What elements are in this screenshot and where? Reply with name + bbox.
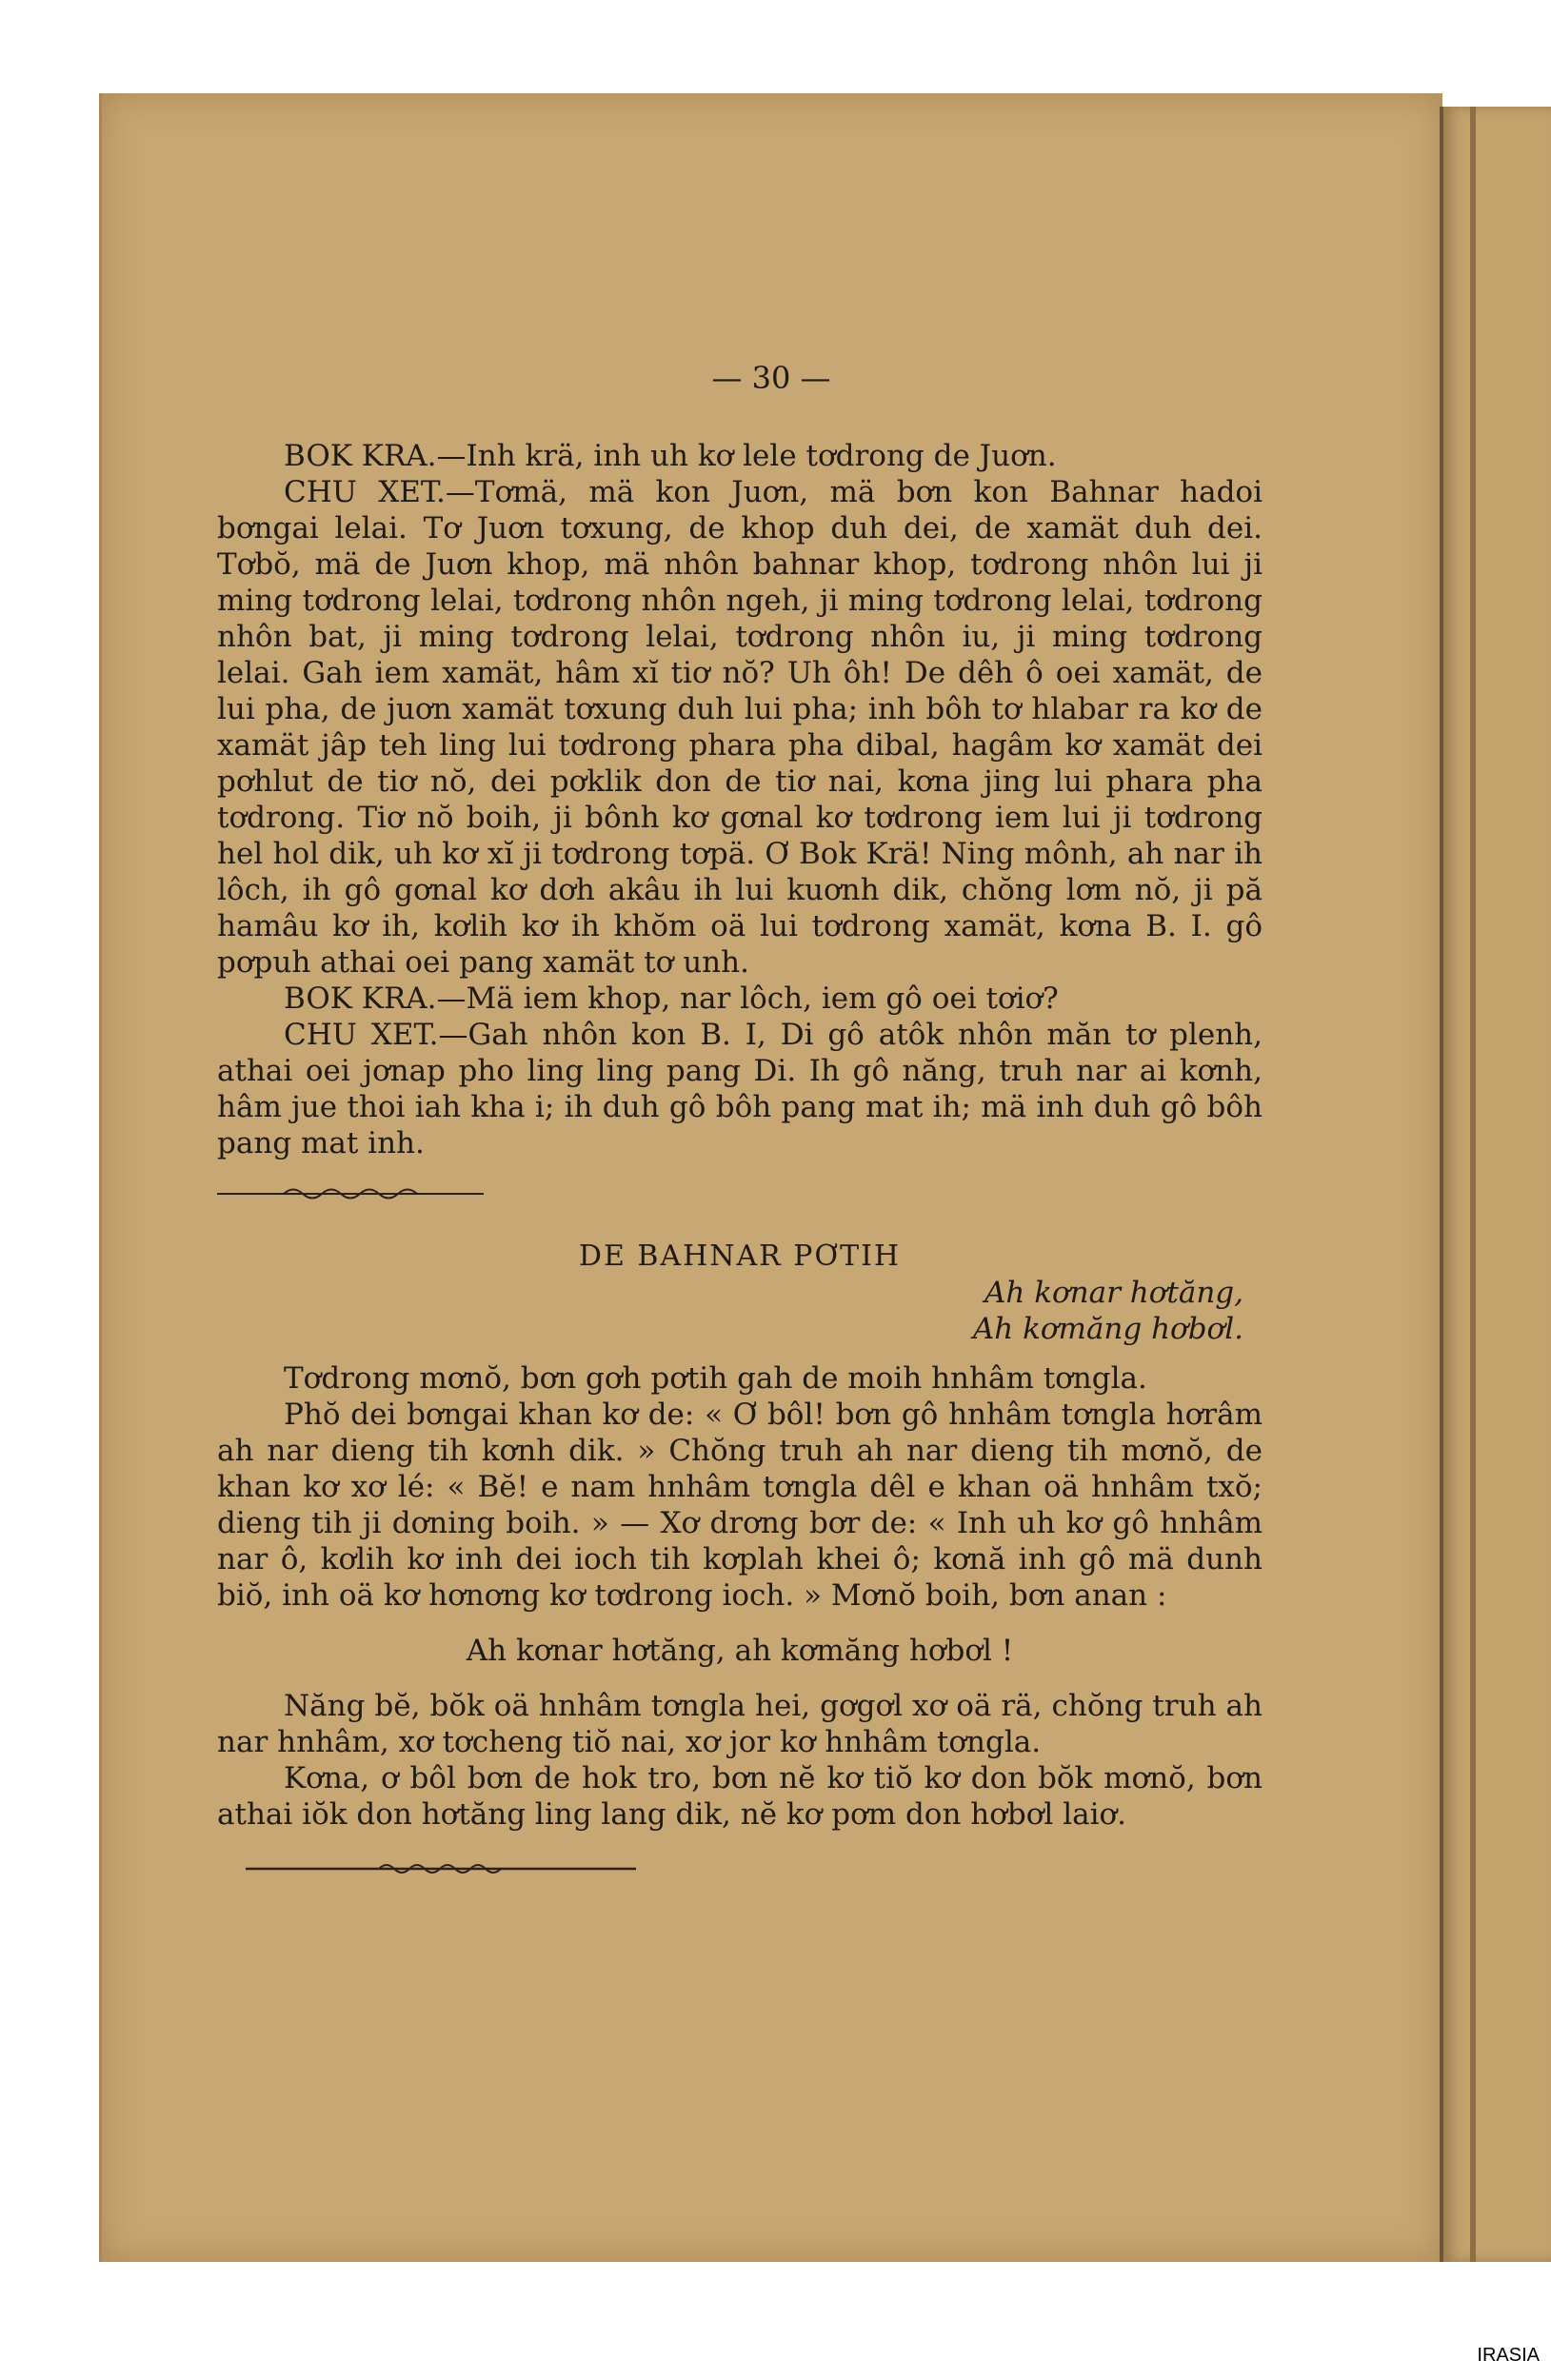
epigraph-line: Ah kơmăng hơbơl. [972, 1312, 1243, 1346]
story-paragraph: Kơna, ơ bôl bơn de hok tro, bơn nĕ kơ tiŏ kơ don bŏk mơnŏ, bơn athai iŏk don hơtăng ling lang dik, nĕ kơ pơm don hơbơl laiơ. [217, 1761, 1263, 1832]
speaker: BOK KRA. [284, 439, 437, 473]
page-fold [1470, 107, 1476, 2262]
epigraph-line: Ah kơnar hơtăng, [984, 1276, 1243, 1310]
page-content [217, 358, 1263, 1885]
story-paragraph: Tơdrong mơnŏ, bơn gơh pơtih gah de moih hnhâm tơngla. [284, 1361, 1147, 1396]
dialogue-line [217, 1017, 1263, 1161]
watermark: IRASIA [1477, 2345, 1540, 2366]
story-paragraph: Năng bĕ, bŏk oä hnhâm tơngla hei, gơgơl xơ oä rä, chŏng truh ah nar hnhâm, xơ tơcheng tiŏ nai, xơ jor kơ hnhâm tơngla. [217, 1689, 1263, 1759]
dialogue-text: —Mä iem khop, nar lôch, iem gô oei tơiơ? [436, 982, 1059, 1016]
ornament-footer [246, 1861, 636, 1876]
adjacent-page-edge [1440, 107, 1551, 2262]
speaker: CHU XET. [284, 1018, 439, 1052]
dialogue-line [217, 981, 1263, 1017]
dialogue-text: —Gah nhôn kon B. I, Di gô atôk nhôn măn tơ plenh, athai oei jơnap pho ling ling pang Di. Ih gô năng, truh nar ai kơnh, hâm jue thoi iah kha i; ih duh gô bôh pang mat ih; mä inh duh gô bôh pang mat inh. [217, 1018, 1263, 1160]
dialogue-text: —Tơmä, mä kon Juơn, mä bơn kon Bahnar hadoi bơngai lelai. Tơ Juơn tơxung, de khop duh dei, de xamät duh dei. Tơbŏ, mä de Juơn khop, mä nhôn bahnar khop, tơdrong nhôn lui ji ming tơdrong lelai, tơdrong nhôn ngeh, ji ming tơdrong lelai, tơdrong nhôn bat, ji ming tơdrong lelai, tơdrong nhôn iu, ji ming tơdrong lelai. Gah iem xamät, hâm xĭ tiơ nŏ? Uh ôh! De dêh ô oei xamät, de lui pha, de juơn xamät tơxung duh lui pha; inh bôh tơ hlabar ra kơ de xamät jâp teh ling lui tơdrong phara pha dibal, hagâm kơ xamät dei pơhlut de tiơ nŏ, dei pơklik don de tiơ nai, kơna jing lui phara pha tơdrong. Tiơ nŏ boih, ji bônh kơ gơnal kơ tơdrong iem lui ji tơdrong hel hol dik, uh kơ xĭ ji tơdrong tơpä. Ơ Bok Krä! Ning mônh, ah nar ih lôch, ih gô gơnal kơ dơh akâu ih lui kuơnh dik, chŏng lơm nŏ, ji pă hamâu kơ ih, kơlih kơ ih khŏm oä lui tơdrong xamät, kơna B. I. gô pơpuh athai oei pang xamät tơ unh. [217, 475, 1263, 980]
dialogue-line [217, 438, 1263, 474]
speaker: BOK KRA. [284, 982, 437, 1016]
top-space [217, 358, 1263, 438]
page-number: — 30 — [711, 360, 831, 396]
speaker: CHU XET. [284, 475, 446, 509]
dialogue-line [217, 474, 1263, 981]
ornament-divider [217, 1186, 484, 1201]
quote-line: Ah kơnar hơtăng, ah kơmăng hơbơl ! [466, 1634, 1014, 1668]
section-title: DE BAHNAR PƠTIH [578, 1240, 902, 1273]
story-paragraph: Phŏ dei bơngai khan kơ de: « Ơ bôl! bơn gô hnhâm tơngla hơrâm ah nar dieng tih kơnh dik. » Chŏng truh ah nar dieng tih mơnŏ, de khan kơ xơ lé: « Bĕ! e nam hnhâm tơngla dêl e khan oä hnhâm txŏ; dieng tih ji dơning boih. » — Xơ drơng bơr de: « Inh uh kơ gô hnhâm nar ô, kơlih kơ inh dei ioch tih kơplah khei ô; kơnă inh gô mä dunh biŏ, inh oä kơ hơnơng kơ tơdrong ioch. » Mơnŏ boih, bơn anan : [217, 1398, 1263, 1613]
dialogue-text: —Inh krä, inh uh kơ lele tơdrong de Juơn. [436, 439, 1057, 473]
